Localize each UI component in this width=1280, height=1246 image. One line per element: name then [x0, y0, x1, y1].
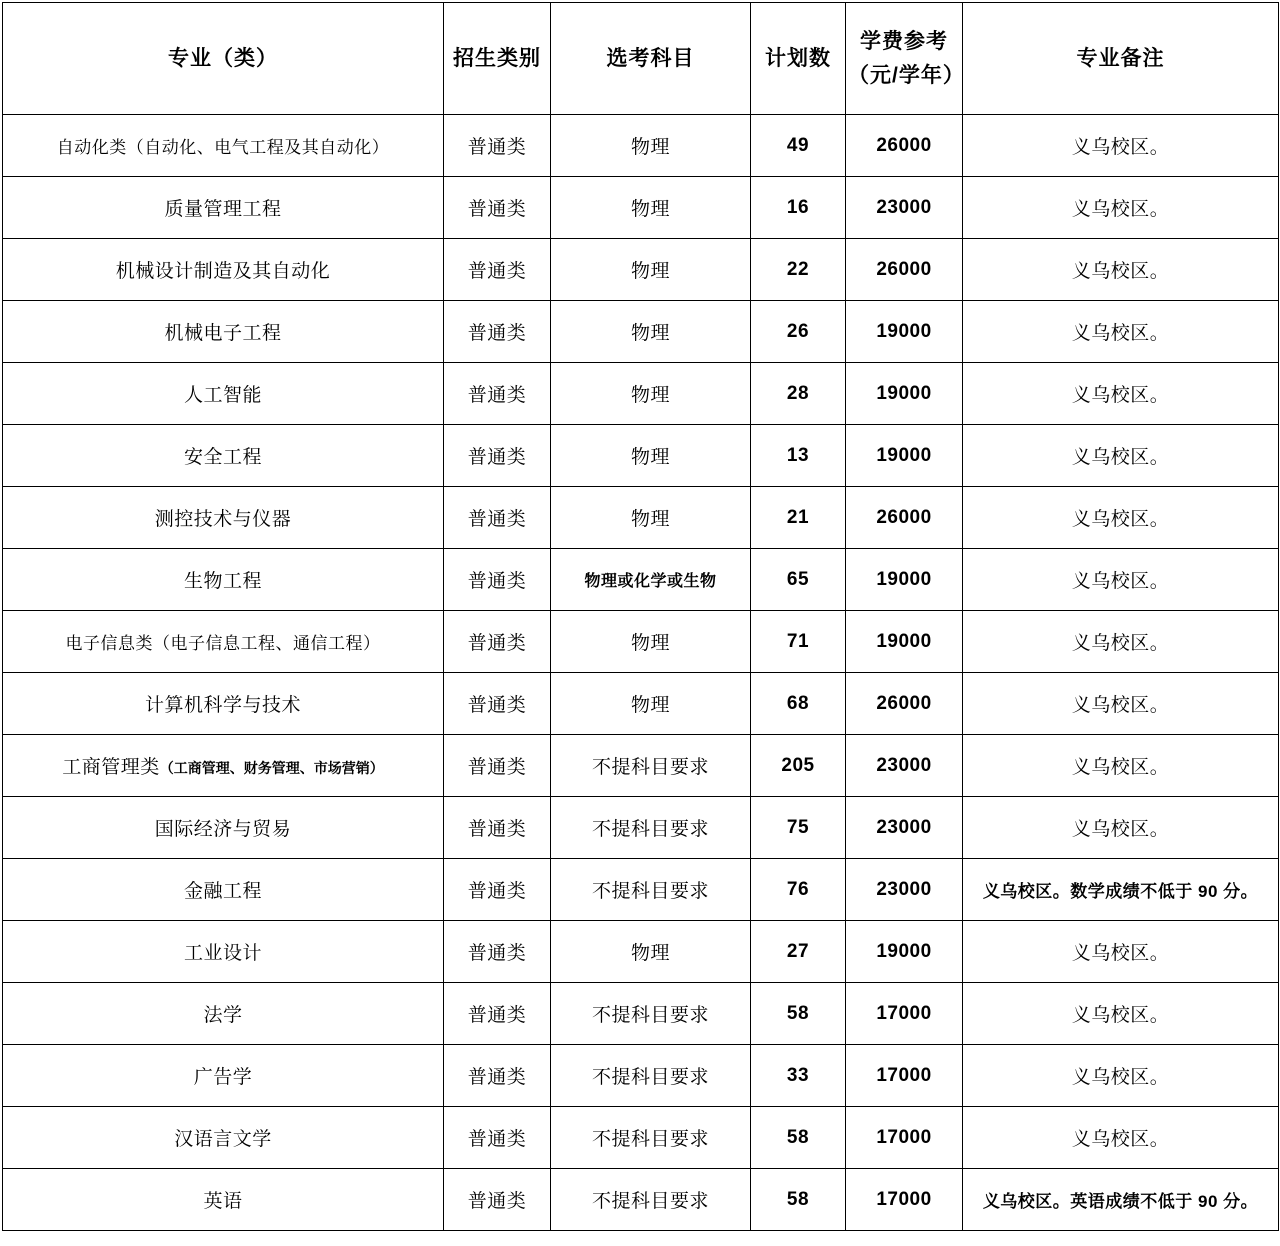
- major-name: 自动化类（自动化、电气工程及其自动化）: [56, 138, 390, 157]
- cell-category: 普通类: [444, 487, 551, 549]
- cell-fee: 26000: [846, 115, 963, 177]
- admissions-table: [2, 2, 1279, 1231]
- column-header-category: 招生类别: [444, 3, 551, 115]
- cell-category: 普通类: [444, 983, 551, 1045]
- major-sub-list: （工商管理、财务管理、市场营销）: [159, 760, 384, 776]
- admissions-table-container: [0, 2, 1280, 1231]
- cell-note: 义乌校区。: [963, 921, 1279, 983]
- cell-note: 义乌校区。: [963, 115, 1279, 177]
- major-name: 英语: [203, 1191, 243, 1212]
- cell-note: 义乌校区。: [963, 1045, 1279, 1107]
- cell-fee: 17000: [846, 1169, 963, 1231]
- cell-category: 普通类: [444, 115, 551, 177]
- cell-plan: 71: [751, 611, 846, 673]
- cell-subject: 物理: [551, 301, 751, 363]
- cell-fee: 17000: [846, 1045, 963, 1107]
- cell-fee: 23000: [846, 177, 963, 239]
- cell-plan: 21: [751, 487, 846, 549]
- cell-category: 普通类: [444, 425, 551, 487]
- cell-major: [3, 487, 444, 549]
- major-name: 安全工程: [183, 447, 262, 468]
- cell-category: 普通类: [444, 1169, 551, 1231]
- cell-fee: 17000: [846, 983, 963, 1045]
- major-name: 生物工程: [183, 571, 262, 592]
- cell-major: [3, 239, 444, 301]
- cell-note: 义乌校区。: [963, 1107, 1279, 1169]
- table-row: [3, 487, 1279, 549]
- major-name: 电子信息类（电子信息工程、通信工程）: [65, 634, 381, 653]
- cell-note: 义乌校区。: [963, 549, 1279, 611]
- cell-subject: 物理: [551, 487, 751, 549]
- cell-subject: 物理: [551, 673, 751, 735]
- cell-category: 普通类: [444, 1045, 551, 1107]
- cell-subject: 不提科目要求: [551, 735, 751, 797]
- cell-fee: 23000: [846, 735, 963, 797]
- major-name: 机械电子工程: [164, 323, 282, 344]
- table-row: [3, 983, 1279, 1045]
- major-name: 汉语言文学: [174, 1129, 272, 1150]
- cell-note: 义乌校区。英语成绩不低于 90 分。: [963, 1169, 1279, 1231]
- cell-category: 普通类: [444, 549, 551, 611]
- cell-note: 义乌校区。: [963, 177, 1279, 239]
- cell-major: [3, 735, 444, 797]
- cell-subject: 不提科目要求: [551, 797, 751, 859]
- table-row: [3, 797, 1279, 859]
- cell-note: 义乌校区。: [963, 735, 1279, 797]
- cell-major: [3, 1107, 444, 1169]
- cell-major: [3, 983, 444, 1045]
- cell-fee: 19000: [846, 549, 963, 611]
- cell-plan: 58: [751, 1169, 846, 1231]
- cell-major: [3, 363, 444, 425]
- column-header-fee-line1: 学费参考: [860, 29, 948, 53]
- cell-fee: 19000: [846, 921, 963, 983]
- cell-category: 普通类: [444, 859, 551, 921]
- major-name: 测控技术与仪器: [154, 509, 292, 530]
- cell-subject: 物理: [551, 611, 751, 673]
- cell-subject: 物理: [551, 425, 751, 487]
- cell-plan: 75: [751, 797, 846, 859]
- column-header-major: 专业（类）: [3, 3, 444, 115]
- cell-plan: 16: [751, 177, 846, 239]
- table-row: [3, 549, 1279, 611]
- cell-note: 义乌校区。: [963, 797, 1279, 859]
- major-name: 机械设计制造及其自动化: [115, 261, 331, 282]
- table-row: [3, 177, 1279, 239]
- table-row: [3, 115, 1279, 177]
- header-row: [3, 3, 1279, 115]
- cell-category: 普通类: [444, 239, 551, 301]
- cell-note: 义乌校区。: [963, 983, 1279, 1045]
- table-row: [3, 239, 1279, 301]
- column-header-note: 专业备注: [963, 3, 1279, 115]
- cell-plan: 28: [751, 363, 846, 425]
- table-row: [3, 425, 1279, 487]
- cell-category: 普通类: [444, 797, 551, 859]
- major-name: 广告学: [193, 1067, 253, 1088]
- table-row: [3, 363, 1279, 425]
- cell-category: 普通类: [444, 735, 551, 797]
- major-name: 工商管理类: [62, 757, 160, 778]
- cell-fee: 19000: [846, 301, 963, 363]
- cell-subject: 物理或化学或生物: [551, 549, 751, 611]
- cell-subject: 物理: [551, 115, 751, 177]
- major-name: 计算机科学与技术: [144, 695, 301, 716]
- major-name: 人工智能: [183, 385, 262, 406]
- cell-plan: 13: [751, 425, 846, 487]
- cell-plan: 205: [751, 735, 846, 797]
- cell-fee: 23000: [846, 859, 963, 921]
- table-row: [3, 1107, 1279, 1169]
- cell-note: 义乌校区。: [963, 301, 1279, 363]
- cell-category: 普通类: [444, 921, 551, 983]
- cell-fee: 26000: [846, 673, 963, 735]
- column-header-plan: 计划数: [751, 3, 846, 115]
- cell-plan: 76: [751, 859, 846, 921]
- cell-major: [3, 177, 444, 239]
- cell-category: 普通类: [444, 177, 551, 239]
- cell-category: 普通类: [444, 363, 551, 425]
- table-header: [3, 3, 1279, 115]
- cell-major: [3, 115, 444, 177]
- table-row: [3, 301, 1279, 363]
- cell-subject: 不提科目要求: [551, 983, 751, 1045]
- column-header-fee: [846, 3, 963, 115]
- cell-major: [3, 797, 444, 859]
- table-row: [3, 1169, 1279, 1231]
- major-name: 法学: [203, 1005, 243, 1026]
- table-row: [3, 735, 1279, 797]
- cell-major: [3, 859, 444, 921]
- cell-plan: 27: [751, 921, 846, 983]
- cell-plan: 58: [751, 983, 846, 1045]
- column-header-subject: 选考科目: [551, 3, 751, 115]
- table-row: [3, 921, 1279, 983]
- cell-category: 普通类: [444, 611, 551, 673]
- cell-fee: 19000: [846, 363, 963, 425]
- cell-fee: 19000: [846, 425, 963, 487]
- major-name: 金融工程: [183, 881, 262, 902]
- cell-major: [3, 921, 444, 983]
- cell-note: 义乌校区。: [963, 487, 1279, 549]
- cell-plan: 26: [751, 301, 846, 363]
- cell-subject: 不提科目要求: [551, 1169, 751, 1231]
- major-name: 国际经济与贸易: [154, 819, 292, 840]
- cell-major: [3, 549, 444, 611]
- cell-plan: 68: [751, 673, 846, 735]
- major-name: 工业设计: [183, 943, 262, 964]
- cell-subject: 物理: [551, 363, 751, 425]
- cell-subject: 物理: [551, 239, 751, 301]
- cell-major: [3, 611, 444, 673]
- cell-subject: 不提科目要求: [551, 1045, 751, 1107]
- table-row: [3, 1045, 1279, 1107]
- cell-note: 义乌校区。数学成绩不低于 90 分。: [963, 859, 1279, 921]
- cell-category: 普通类: [444, 1107, 551, 1169]
- cell-plan: 49: [751, 115, 846, 177]
- cell-note: 义乌校区。: [963, 611, 1279, 673]
- cell-fee: 26000: [846, 239, 963, 301]
- cell-fee: 26000: [846, 487, 963, 549]
- cell-major: [3, 673, 444, 735]
- cell-note: 义乌校区。: [963, 363, 1279, 425]
- table-row: [3, 611, 1279, 673]
- cell-subject: 物理: [551, 177, 751, 239]
- cell-plan: 22: [751, 239, 846, 301]
- cell-subject: 不提科目要求: [551, 1107, 751, 1169]
- table-row: [3, 673, 1279, 735]
- cell-plan: 65: [751, 549, 846, 611]
- cell-plan: 58: [751, 1107, 846, 1169]
- cell-fee: 19000: [846, 611, 963, 673]
- column-header-fee-line2: （元/学年）: [848, 63, 965, 87]
- cell-subject: 不提科目要求: [551, 859, 751, 921]
- cell-major: [3, 1045, 444, 1107]
- cell-plan: 33: [751, 1045, 846, 1107]
- cell-category: 普通类: [444, 301, 551, 363]
- cell-major: [3, 1169, 444, 1231]
- cell-major: [3, 425, 444, 487]
- table-row: [3, 859, 1279, 921]
- cell-note: 义乌校区。: [963, 673, 1279, 735]
- table-body: [3, 115, 1279, 1231]
- cell-note: 义乌校区。: [963, 239, 1279, 301]
- cell-major: [3, 301, 444, 363]
- cell-fee: 17000: [846, 1107, 963, 1169]
- major-name: 质量管理工程: [164, 199, 282, 220]
- cell-fee: 23000: [846, 797, 963, 859]
- cell-note: 义乌校区。: [963, 425, 1279, 487]
- cell-category: 普通类: [444, 673, 551, 735]
- cell-subject: 物理: [551, 921, 751, 983]
